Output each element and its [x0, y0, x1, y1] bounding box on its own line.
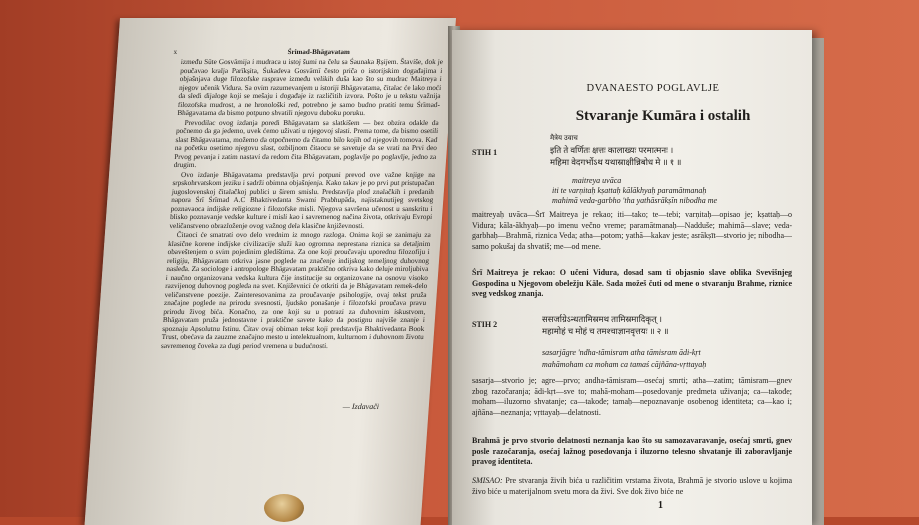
- synonyms-text: maitreyaḥ uvāca—Śrī Maitreya je rekao; iti—tako; te—tebi; varṇitaḥ—opisao je; kṣattaḥ—o Vidura; kāla-ākhyaḥ—po imenu večno vreme; paramātmanaḥ—Nadduše; mahimā—slave; veda-garbhaḥ—Brahmā, riznica Veda; atha—potom; yathā—kakav jeste; asrākṣīt—stvorio je; nibodha—samo pokušaj da shvatiš; me—od mene.: [472, 210, 792, 251]
- devanagari-line: इति ते वर्णितः क्षत्तः कालाख्यः परमात्मनः ।: [550, 145, 674, 155]
- page-number: 1: [658, 500, 663, 511]
- foreword-paragraph: Prevodilac ovog izdanja poredi Bhāgavatam sa slatkišem — bez obzira odakle da počnemo da ga jedemo, uvek ćemo uživati u njegovoj slasti. Prema tome, da bismo osetili slast Bhāgavatama, možemo da otpočnemo da čitamo bilo kojih od njegovih tomova. Kad na početku osetimo njegovu slast, ozbiljnom čitaocu se savetuje da se vrati na Prvi deo Prvog pevanja i zatim nastavi da redom čita Bhāgavatam, poglavlje po poglavlje, jedno za drugim.: [173, 118, 439, 169]
- foreword-text: [161, 58, 443, 351]
- devanagari-line: महिमा वेदगर्भोऽथ यथास्राक्षीन्निबोध मे ॥ १ ॥: [550, 157, 682, 167]
- transliteration-line: iti te varṇitaḥ kṣattaḥ kālākhyaḥ paramātmanaḥ: [552, 186, 707, 195]
- verse-label: STIH 2: [472, 320, 498, 329]
- left-page: [85, 18, 456, 525]
- devanagari-line: मैत्रेय उवाच: [550, 134, 578, 142]
- transliteration-line: sasarjāgre 'ndha-tāmisram atha tāmisram ādi-kṛt: [542, 348, 701, 357]
- chapter-title: Stvaranje Kumāra i ostalih: [575, 108, 751, 124]
- publisher-signature: — Izdavači: [342, 402, 380, 411]
- devanagari-line: ससर्जाग्रेऽन्धतामिस्रमथ तामिस्रमादिकृत् ।: [542, 314, 663, 324]
- purport-body: Pre stvaranja živih bića u različitim vrstama života, Brahmā je stvorio uslove u kojima živo biće u materijalnom svetu mora da živi. Sve dok živo biće ne: [472, 476, 792, 496]
- open-book: [20, 8, 919, 517]
- purport-text: [472, 476, 792, 500]
- transliteration-line: maitreya uvāca: [572, 176, 622, 185]
- right-page: [452, 30, 812, 525]
- foreword-paragraph: Ovo izdanje Bhāgavatama predstavlja prvi potpuni prevod ove važne knjige na srpskohrvatskom jeziku i sadrži obimna objašnjenja. Kako takav je po prvi put pristupačan jugoslovenskoj čitalačkoj publici u širem smislu. Predstavlja plod znalačkih i predanih napora Śrī Śrīmad A.C Bhaktivedanta Swami Prabhupāda, najistaknutijeg svetskog poznavaoca indijske religiozne i filozofske misli. Njegova savršena učenost u sanskritu i blisko poznavanje vedske kulture i misli kao i savremenog načina života, otkrivaju Evropi veličanstveno obrazloženje ovog važnog dela klasične književnosti.: [169, 170, 436, 230]
- coin-object: [264, 494, 304, 522]
- page-marker: x: [173, 48, 178, 56]
- verse-label: STIH 1: [472, 148, 498, 157]
- transliteration-line: mahāmoham ca moham ca tamaś cājñāna-vṛttayaḥ: [542, 360, 707, 369]
- foreword-paragraph: između Sūte Gosvāmija i mudraca u istoj šumi na čelu sa Śaunaka Ṛṣijem. Štaviše, dok je poučavao kralja Parīkṣita, Śukadeva Gosvāmī često priča o istorijskim događajima i objašnjava duge filozofske rasprave između velikih duša kao što su mudrac Maitreya i njegov učenik Vidura. Sa ovim razumevanjem u istoriji Bhāgavatama, čitalac će lako moći da sledi dijaloge koji se mešaju i događaje iz različitih izvora. Pošto je u tekstu važnija filozofska mudrost, a ne hronološki red, potrebno je samo budno pratiti temu Śrīmad-Bhāgavatama da bismo potpuno shvatili njegovu duboku poruku.: [177, 58, 444, 117]
- running-head: Śrimad-Bhāgavatam: [287, 48, 351, 56]
- chapter-heading: DVANAESTO POGLAVLJE: [586, 83, 720, 94]
- purport-label: SMISAO:: [472, 476, 503, 485]
- transliteration-line: mahimā veda-garbho 'tha yathāsrākṣīn nibodha me: [552, 196, 718, 205]
- translation-text: Śrī Maitreya je rekao: O učeni Vidura, dosad sam ti objasnio slave oblika Svevišnjeg Gospodina u Njegovom obeležju Kāle. Sada možeš čuti od mene o stvaranju Brahme, riznice sveg vedskog znanja.: [472, 268, 792, 298]
- devanagari-line: महामोहं च मोहं च तमश्चाज्ञानवृत्तयः ॥ २ ॥: [542, 326, 669, 336]
- translation-text: Brahmā je prvo stvorio delatnosti neznanja kao što su samozavaravanje, osećaj smrti, gnev posle razočaranja, osećaj lažnog posedovanja i iluzorno telesno shvatanje ili zaboravljanje pravog identiteta.: [472, 436, 792, 466]
- synonyms-text: sasarja—stvorio je; agre—prvo; andha-tāmisram—osećaj smrti; atha—zatim; tāmisram—gnev zbog razočaranja; ādi-kṛt—sve to; mahā-moham—posedovanje predmeta uživanja; ca—takođe; moham—iluzorno shvatanje; ca—takođe; tamaḥ—nepoznavanje osobenog identiteta; ca—kao i; ajñāna—neznanja; vṛttayaḥ—delatnosti.: [472, 376, 792, 417]
- foreword-paragraph: Čitaoci će smatrati ovo delo vrednim iz mnogo razloga. Onima koji se zanimaju za klasične korene indijske civilizacije služi kao ogromna neprestana riznica sa detaljnim obaveštenjem o svim pojedinim gledištima. Za one koji proučavaju uporednu filozofiju i religiju, Bhāgavatam otkriva jasne poglede na značenje indijskog temeljnog duhovnog nasleđa. Za sociologe i antropologe Bhāgavatam praktično otkriva kako deluje miroljubiva i naučno organizovana vedska kultura čije institucije su organizovane na osnovu visoko razvijenog duhovnog pogleda na svet. Književnici će otkriti da je Bhāgavatam remek-delo veličanstvene poezije. Zainteresovanima za proučavanje psihologije, ovaj tekst pruža značajne poglede na prirodu svesnosti, ljudsko ponašanje i filozofski proučava pravu prirodu živog bića. Konačno, za one koji su u potrazi za duhovnim iskustvom, Bhāgavatam pruža jednostavne i praktične savete kako da postignu najviše znanje i spoznaju Apsolutnu Istinu. Čitav ovaj obiman tekst koji predstavlja Bhaktivedanta Book Trust, obećava da zauzme značajno mesto u intelektualnom, kulturnom i duhovnom životu savremenog čoveka za dugi period vremena u budućnosti.: [160, 231, 432, 350]
